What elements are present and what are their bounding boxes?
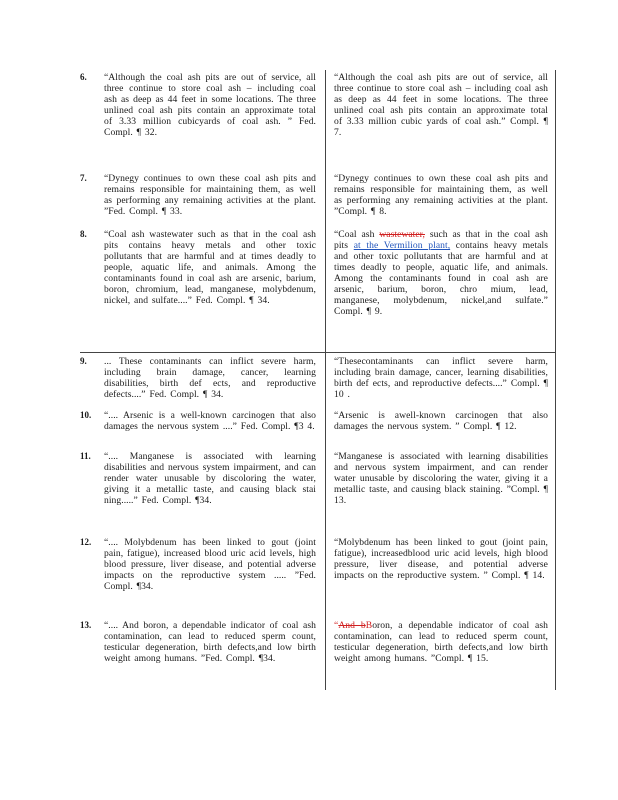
state-complaint-text: “Manganese is associated with learning disabilities and nervous system impairment, and can render water unusable by discoloring the water, giving it a metallic taste, and causing black staining. ”Compl. ¶ 13. — [334, 451, 548, 506]
comparison-table — [80, 70, 556, 690]
row-number: 9. — [80, 356, 87, 366]
deleted-text: wastewater, — [379, 229, 425, 240]
federal-complaint-text: “Coal ash wastewater such as that in the coal ash pits contains heavy metals and other toxic pollutants that are harmful and at times deadly to people, aquatic life, and animals. Among the contaminants found in coal ash are arsenic, barium, boron, chromium, lead, manganese, molybdenum, nickel, and sulfate....” Fed. Compl. ¶ 34. — [104, 229, 316, 306]
table-right-border — [555, 70, 556, 690]
inserted-text: at the Vermilion plant, — [353, 240, 451, 251]
text-segment: “Coal ash — [334, 229, 380, 240]
column-divider — [325, 70, 326, 690]
federal-complaint-text: “.... Manganese is associated with learning disabilities and nervous system impairment, and can render water unusable by discoloring the water, giving it a metallic taste, and causing black stai ning.....” Fed. Compl. ¶34. — [104, 451, 316, 506]
row-number: 12. — [80, 537, 92, 547]
deleted-text: And b — [338, 620, 366, 631]
text-segment: contains heavy metals and other toxic pollutants that are harmful and at times deadly to people, aquatic life, and animals. Among the contaminants found in coal ash are arsenic, barium, boron, chro mium, lead, manganese, molybdenum, nickel,and sulfate.” Compl. ¶ 9. — [334, 240, 548, 317]
federal-complaint-text: “.... Molybdenum has been linked to gout (joint pain, fatigue), increased blood uric acid levels, high blood pressure, liver disease, and potential adverse impacts on the reproductive system ..... ”Fed. Compl. ¶34. — [104, 537, 316, 592]
text-segment: oron, a dependable indicator of coal ash contamination, can lead to reduced sperm count, testicular degeneration, birth defects,and low birth weight among humans. ”Compl. ¶ 15. — [334, 620, 549, 664]
state-complaint-text — [334, 229, 548, 317]
text-segment: such as that in the coal ash pits — [334, 229, 549, 251]
row-number: 10. — [80, 410, 92, 420]
federal-complaint-text: “.... And boron, a dependable indicator of coal ash contamination, can lead to reduced sperm count, testicular degeneration, birth defects,and low birth weight among humans. ”Fed. Compl. ¶34. — [104, 620, 316, 664]
state-complaint-text: “Thesecontaminants can inflict severe harm, including brain damage, cancer, learning disabilities, birth def ects, and reproductive defects....” Compl. ¶ 10 . — [334, 356, 548, 400]
federal-complaint-text: ... These contaminants can inflict severe harm, including brain damage, cancer, learning disabilities, birth def ects, and reproductive defects....” Fed. Compl. ¶ 34. — [104, 356, 316, 400]
row-number: 13. — [80, 620, 92, 630]
state-complaint-text: “Molybdenum has been linked to gout (joint pain, fatigue), increasedblood uric acid levels, high blood pressure, liver disease, and potential adverse impacts on the reproductive system. ” Compl. ¶ 14. — [334, 537, 548, 581]
state-complaint-text: “Arsenic is awell-known carcinogen that also damages the nervous system. ” Compl. ¶ 12. — [334, 410, 548, 432]
row-number: 7. — [80, 173, 87, 183]
state-complaint-text — [334, 620, 548, 664]
row-separator — [80, 352, 556, 353]
federal-complaint-text: “.... Arsenic is a well-known carcinogen that also damages the nervous system ....” Fed. Compl. ¶3 4. — [104, 410, 316, 432]
row-number: 6. — [80, 72, 87, 82]
row-number: 8. — [80, 229, 87, 239]
federal-complaint-text: “Dynegy continues to own these coal ash pits and remains responsible for maintaining them, as well as performing any remaining activities at the plant. ”Fed. Compl. ¶ 33. — [104, 173, 316, 217]
federal-complaint-text: “Although the coal ash pits are out of service, all three continue to store coal ash – including coal ash as deep as 44 feet in some locations. The three unlined coal ash pits contain an approximate total of 3.33 million cubicyards of coal ash. ” Fed. Compl. ¶ 32. — [104, 72, 316, 138]
state-complaint-text: “Dynegy continues to own these coal ash pits and remains responsible for maintaining them, as well as performing any remaining activities at the plant. ”Compl. ¶ 8. — [334, 173, 548, 217]
inserted-text: “ — [334, 620, 339, 631]
row-number: 11. — [80, 451, 91, 461]
inserted-text: B — [365, 620, 373, 631]
state-complaint-text: “Although the coal ash pits are out of service, all three continue to store coal ash – including coal ash as deep as 44 feet in some locations. The three unlined coal ash pits contain an approximate total of 3.33 million cubic yards of coal ash.” Compl. ¶ 7. — [334, 72, 548, 138]
